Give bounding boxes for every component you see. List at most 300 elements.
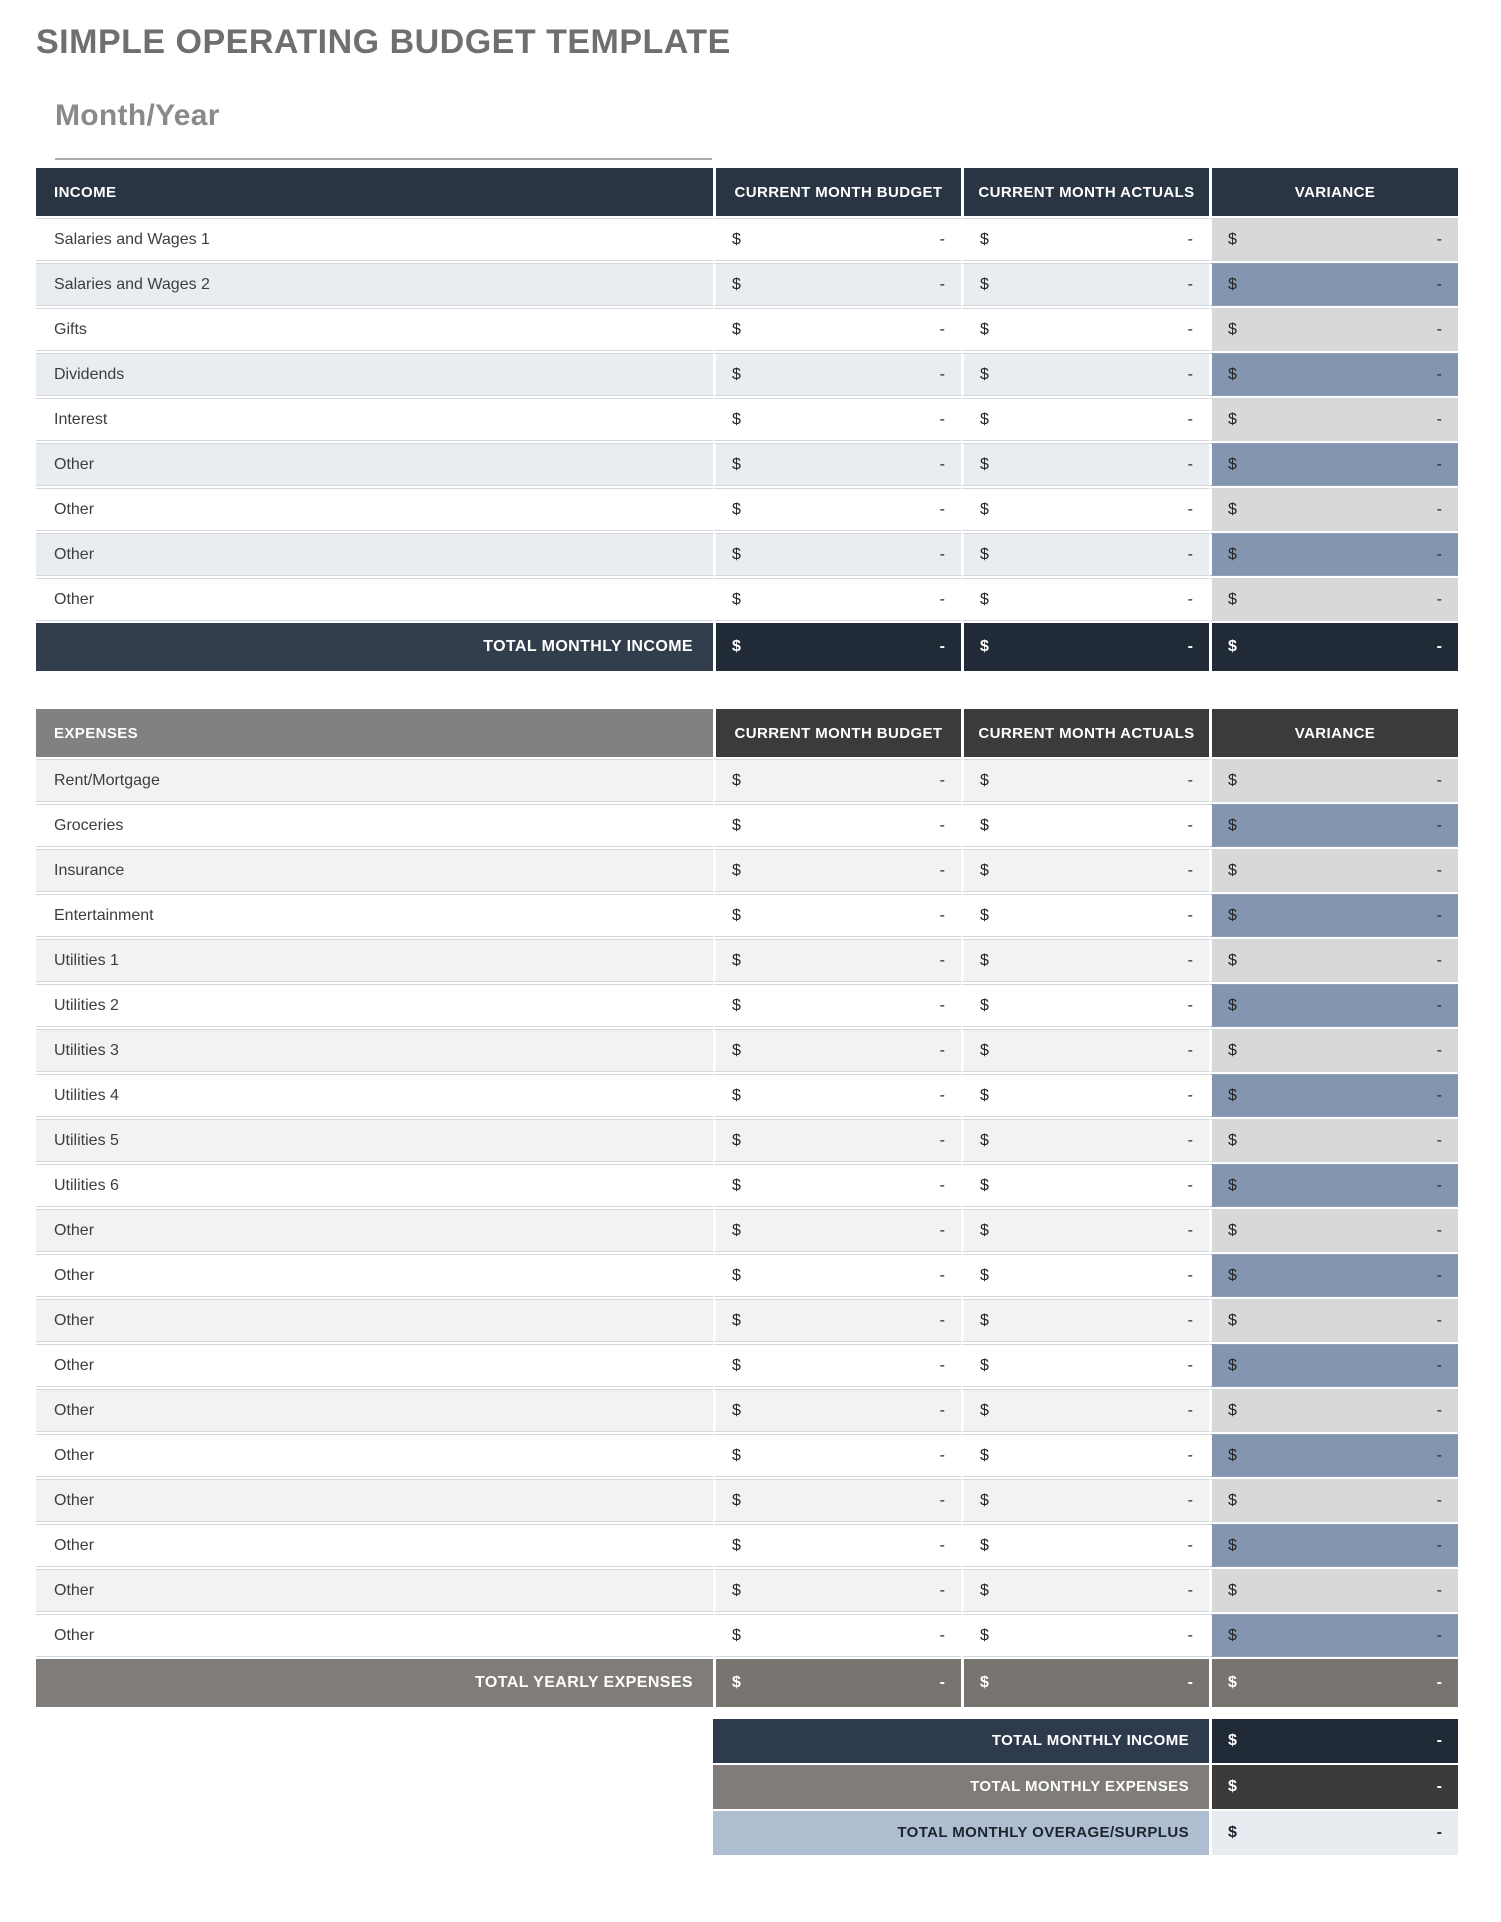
currency-symbol: $: [980, 1674, 989, 1691]
budget-cell[interactable]: [713, 1344, 961, 1387]
empty-amount: -: [1436, 230, 1442, 248]
currency-symbol: $: [980, 1311, 989, 1329]
variance-cell[interactable]: [1209, 578, 1458, 621]
row-label: Salaries and Wages 2: [36, 263, 713, 306]
empty-amount: -: [939, 861, 945, 879]
currency-symbol: $: [732, 638, 741, 655]
empty-amount: -: [939, 275, 945, 293]
currency-symbol: $: [1228, 1266, 1237, 1284]
actuals-cell[interactable]: [961, 1389, 1209, 1432]
empty-amount: -: [939, 410, 945, 428]
currency-symbol: $: [980, 816, 989, 834]
currency-symbol: $: [980, 365, 989, 383]
budget-cell[interactable]: [713, 1164, 961, 1207]
budget-cell[interactable]: [713, 1524, 961, 1567]
currency-symbol: $: [732, 1041, 741, 1059]
row-label: Other: [36, 1479, 713, 1522]
empty-amount: -: [939, 500, 945, 518]
actuals-cell[interactable]: [961, 218, 1209, 261]
currency-symbol: $: [980, 861, 989, 879]
variance-cell[interactable]: [1209, 218, 1458, 261]
currency-symbol: $: [732, 500, 741, 518]
actuals-cell[interactable]: [961, 759, 1209, 802]
empty-amount: -: [1187, 455, 1193, 473]
empty-amount: -: [939, 1626, 945, 1644]
variance-cell[interactable]: [1209, 1434, 1458, 1477]
budget-cell[interactable]: [713, 1479, 961, 1522]
currency-symbol: $: [732, 455, 741, 473]
actuals-cell[interactable]: [961, 578, 1209, 621]
currency-symbol: $: [1228, 1086, 1237, 1104]
empty-amount: -: [939, 1401, 945, 1419]
empty-amount: -: [939, 1131, 945, 1149]
currency-symbol: $: [980, 1176, 989, 1194]
currency-symbol: $: [1228, 1356, 1237, 1374]
currency-symbol: $: [732, 230, 741, 248]
empty-amount: -: [939, 1041, 945, 1059]
row-label: Salaries and Wages 1: [36, 218, 713, 261]
expenses-row: [36, 1164, 1458, 1207]
actuals-cell[interactable]: [961, 398, 1209, 441]
budget-cell[interactable]: [713, 308, 961, 351]
empty-amount: -: [1187, 230, 1193, 248]
row-label: Other: [36, 1299, 713, 1342]
currency-symbol: $: [980, 1131, 989, 1149]
empty-amount: -: [1436, 500, 1442, 518]
empty-amount: -: [939, 1266, 945, 1284]
row-label: Other: [36, 1614, 713, 1657]
empty-amount: -: [1187, 1491, 1193, 1509]
currency-symbol: $: [1228, 1401, 1237, 1419]
variance-cell[interactable]: [1209, 308, 1458, 351]
currency-symbol: $: [1228, 1824, 1237, 1841]
expenses-total-variance-cell: [1209, 1659, 1458, 1707]
expenses-header-row: [36, 709, 1458, 757]
currency-symbol: $: [1228, 996, 1237, 1014]
budget-cell[interactable]: [713, 759, 961, 802]
currency-symbol: $: [1228, 410, 1237, 428]
currency-symbol: $: [732, 545, 741, 563]
actuals-cell[interactable]: [961, 1344, 1209, 1387]
row-label: Interest: [36, 398, 713, 441]
empty-amount: -: [1187, 996, 1193, 1014]
currency-symbol: $: [980, 230, 989, 248]
income-total-row: [36, 623, 1458, 671]
expenses-col-header-actuals: CURRENT MONTH ACTUALS: [961, 709, 1209, 757]
variance-cell[interactable]: [1209, 1119, 1458, 1162]
budget-cell[interactable]: [713, 263, 961, 306]
empty-amount: -: [1436, 455, 1442, 473]
empty-amount: -: [939, 996, 945, 1014]
currency-symbol: $: [1228, 230, 1237, 248]
currency-symbol: $: [732, 1581, 741, 1599]
empty-amount: -: [1436, 545, 1442, 563]
currency-symbol: $: [1228, 1491, 1237, 1509]
variance-cell[interactable]: [1209, 1569, 1458, 1612]
empty-amount: -: [1187, 951, 1193, 969]
variance-cell[interactable]: [1209, 984, 1458, 1027]
empty-amount: -: [1187, 1581, 1193, 1599]
variance-cell[interactable]: [1209, 1029, 1458, 1072]
currency-symbol: $: [1228, 1446, 1237, 1464]
actuals-cell[interactable]: [961, 1569, 1209, 1612]
currency-symbol: $: [732, 861, 741, 879]
budget-cell[interactable]: [713, 1254, 961, 1297]
row-label: Utilities 3: [36, 1029, 713, 1072]
currency-symbol: $: [1228, 1176, 1237, 1194]
expenses-row: [36, 1389, 1458, 1432]
empty-amount: -: [1187, 1041, 1193, 1059]
currency-symbol: $: [980, 410, 989, 428]
row-label: Other: [36, 1209, 713, 1252]
budget-cell[interactable]: [713, 398, 961, 441]
summary-section: [713, 1719, 1458, 1855]
empty-amount: -: [939, 906, 945, 924]
income-col-header-variance: VARIANCE: [1209, 168, 1458, 216]
currency-symbol: $: [980, 1626, 989, 1644]
currency-symbol: $: [732, 816, 741, 834]
empty-amount: -: [1436, 861, 1442, 879]
currency-symbol: $: [1228, 1131, 1237, 1149]
empty-amount: -: [1436, 320, 1442, 338]
row-label: Utilities 1: [36, 939, 713, 982]
variance-cell[interactable]: [1209, 1299, 1458, 1342]
empty-amount: -: [1187, 275, 1193, 293]
empty-amount: -: [939, 365, 945, 383]
empty-amount: -: [1187, 1401, 1193, 1419]
currency-symbol: $: [732, 771, 741, 789]
empty-amount: -: [939, 320, 945, 338]
actuals-cell[interactable]: [961, 1524, 1209, 1567]
currency-symbol: $: [1228, 638, 1237, 655]
expenses-total-actuals-cell: [961, 1659, 1209, 1707]
currency-symbol: $: [1228, 771, 1237, 789]
variance-cell[interactable]: [1209, 1074, 1458, 1117]
empty-amount: -: [1436, 1536, 1442, 1554]
variance-cell[interactable]: [1209, 759, 1458, 802]
budget-cell[interactable]: [713, 1434, 961, 1477]
currency-symbol: $: [732, 275, 741, 293]
actuals-cell[interactable]: [961, 443, 1209, 486]
actuals-cell[interactable]: [961, 1614, 1209, 1657]
budget-cell[interactable]: [713, 894, 961, 937]
empty-amount: -: [1436, 1401, 1442, 1419]
currency-symbol: $: [980, 320, 989, 338]
empty-amount: -: [939, 1176, 945, 1194]
variance-cell[interactable]: [1209, 1614, 1458, 1657]
empty-amount: -: [1187, 906, 1193, 924]
expenses-col-header-budget: CURRENT MONTH BUDGET: [713, 709, 961, 757]
empty-amount: -: [1187, 1266, 1193, 1284]
variance-cell[interactable]: [1209, 398, 1458, 441]
actuals-cell[interactable]: [961, 1119, 1209, 1162]
empty-amount: -: [1187, 410, 1193, 428]
currency-symbol: $: [732, 996, 741, 1014]
actuals-cell[interactable]: [961, 1164, 1209, 1207]
empty-amount: -: [1436, 1674, 1442, 1691]
currency-symbol: $: [1228, 455, 1237, 473]
expenses-row: [36, 759, 1458, 802]
budget-cell[interactable]: [713, 1074, 961, 1117]
variance-cell[interactable]: [1209, 804, 1458, 847]
currency-symbol: $: [732, 906, 741, 924]
budget-cell[interactable]: [713, 1299, 961, 1342]
currency-symbol: $: [732, 590, 741, 608]
empty-amount: -: [1187, 1356, 1193, 1374]
actuals-cell[interactable]: [961, 804, 1209, 847]
income-row: [36, 398, 1458, 441]
budget-cell[interactable]: [713, 939, 961, 982]
budget-template-page: [0, 22, 1501, 1922]
expenses-row: [36, 804, 1458, 847]
empty-amount: -: [1187, 500, 1193, 518]
actuals-cell[interactable]: [961, 353, 1209, 396]
empty-amount: -: [1187, 1446, 1193, 1464]
summary-expenses-value-cell: [1212, 1765, 1458, 1809]
variance-cell[interactable]: [1209, 1254, 1458, 1297]
empty-amount: -: [1436, 771, 1442, 789]
empty-amount: -: [939, 1221, 945, 1239]
actuals-cell[interactable]: [961, 894, 1209, 937]
income-col-header-budget: CURRENT MONTH BUDGET: [713, 168, 961, 216]
currency-symbol: $: [980, 1041, 989, 1059]
currency-symbol: $: [1228, 1778, 1237, 1795]
currency-symbol: $: [732, 320, 741, 338]
empty-amount: -: [1436, 275, 1442, 293]
currency-symbol: $: [1228, 1732, 1237, 1749]
actuals-cell[interactable]: [961, 533, 1209, 576]
month-year-label: Month/Year: [55, 99, 220, 132]
empty-amount: -: [1187, 320, 1193, 338]
variance-cell[interactable]: [1209, 1164, 1458, 1207]
income-total-budget-cell: [713, 623, 961, 671]
row-label: Utilities 2: [36, 984, 713, 1027]
variance-cell[interactable]: [1209, 488, 1458, 531]
expenses-row: [36, 1524, 1458, 1567]
currency-symbol: $: [980, 275, 989, 293]
income-row: [36, 533, 1458, 576]
currency-symbol: $: [732, 1536, 741, 1554]
budget-cell[interactable]: [713, 218, 961, 261]
empty-amount: -: [1436, 1356, 1442, 1374]
budget-cell[interactable]: [713, 353, 961, 396]
currency-symbol: $: [1228, 1311, 1237, 1329]
actuals-cell[interactable]: [961, 1479, 1209, 1522]
summary-income-label: TOTAL MONTHLY INCOME: [713, 1719, 1209, 1763]
expenses-col-header-variance: VARIANCE: [1209, 709, 1458, 757]
budget-cell[interactable]: [713, 443, 961, 486]
currency-symbol: $: [732, 1626, 741, 1644]
budget-cell[interactable]: [713, 1389, 961, 1432]
row-label: Other: [36, 1569, 713, 1612]
income-row: [36, 443, 1458, 486]
expenses-total-budget-cell: [713, 1659, 961, 1707]
variance-cell[interactable]: [1209, 849, 1458, 892]
empty-amount: -: [1187, 590, 1193, 608]
income-col-header-actuals: CURRENT MONTH ACTUALS: [961, 168, 1209, 216]
currency-symbol: $: [732, 410, 741, 428]
budget-cell[interactable]: [713, 849, 961, 892]
currency-symbol: $: [732, 1176, 741, 1194]
empty-amount: -: [1187, 771, 1193, 789]
variance-cell[interactable]: [1209, 1209, 1458, 1252]
expenses-row: [36, 1254, 1458, 1297]
income-header-row: [36, 168, 1458, 216]
expenses-total-row: [36, 1659, 1458, 1707]
empty-amount: -: [1187, 1311, 1193, 1329]
currency-symbol: $: [980, 1401, 989, 1419]
expenses-row: [36, 1434, 1458, 1477]
empty-amount: -: [1436, 590, 1442, 608]
currency-symbol: $: [980, 1266, 989, 1284]
actuals-cell[interactable]: [961, 1029, 1209, 1072]
budget-cell[interactable]: [713, 984, 961, 1027]
empty-amount: -: [939, 455, 945, 473]
row-label: Other: [36, 1344, 713, 1387]
income-row: [36, 578, 1458, 621]
expenses-section-header: EXPENSES: [36, 709, 713, 757]
empty-amount: -: [939, 1446, 945, 1464]
summary-overage-surplus-label: TOTAL MONTHLY OVERAGE/SURPLUS: [713, 1811, 1209, 1855]
currency-symbol: $: [1228, 1674, 1237, 1691]
variance-cell[interactable]: [1209, 353, 1458, 396]
currency-symbol: $: [980, 1446, 989, 1464]
variance-cell[interactable]: [1209, 443, 1458, 486]
currency-symbol: $: [1228, 1581, 1237, 1599]
variance-cell[interactable]: [1209, 533, 1458, 576]
budget-cell[interactable]: [713, 1614, 961, 1657]
variance-cell[interactable]: [1209, 1479, 1458, 1522]
empty-amount: -: [1436, 410, 1442, 428]
income-total-label: TOTAL MONTHLY INCOME: [36, 623, 713, 671]
empty-amount: -: [939, 230, 945, 248]
currency-symbol: $: [980, 500, 989, 518]
budget-cell[interactable]: [713, 533, 961, 576]
budget-cell[interactable]: [713, 578, 961, 621]
empty-amount: -: [1436, 365, 1442, 383]
actuals-cell[interactable]: [961, 488, 1209, 531]
empty-amount: -: [1436, 1446, 1442, 1464]
empty-amount: -: [939, 638, 945, 655]
currency-symbol: $: [732, 1086, 741, 1104]
currency-symbol: $: [1228, 1626, 1237, 1644]
currency-symbol: $: [1228, 320, 1237, 338]
actuals-cell[interactable]: [961, 1074, 1209, 1117]
currency-symbol: $: [1228, 275, 1237, 293]
budget-cell[interactable]: [713, 804, 961, 847]
budget-cell[interactable]: [713, 1569, 961, 1612]
currency-symbol: $: [980, 1086, 989, 1104]
empty-amount: -: [1436, 1221, 1442, 1239]
empty-amount: -: [1436, 1041, 1442, 1059]
actuals-cell[interactable]: [961, 1254, 1209, 1297]
row-label: Utilities 6: [36, 1164, 713, 1207]
empty-amount: -: [1187, 861, 1193, 879]
empty-amount: -: [939, 1311, 945, 1329]
budget-cell[interactable]: [713, 1209, 961, 1252]
variance-cell[interactable]: [1209, 1389, 1458, 1432]
currency-symbol: $: [732, 1491, 741, 1509]
actuals-cell[interactable]: [961, 1209, 1209, 1252]
empty-amount: -: [1187, 1176, 1193, 1194]
empty-amount: -: [939, 1536, 945, 1554]
empty-amount: -: [939, 545, 945, 563]
expenses-table: [36, 707, 1458, 1709]
row-label: Other: [36, 1389, 713, 1432]
currency-symbol: $: [1228, 951, 1237, 969]
expenses-row: [36, 1074, 1458, 1117]
row-label: Insurance: [36, 849, 713, 892]
currency-symbol: $: [1228, 1221, 1237, 1239]
variance-cell[interactable]: [1209, 263, 1458, 306]
currency-symbol: $: [732, 951, 741, 969]
income-section-header: INCOME: [36, 168, 713, 216]
actuals-cell[interactable]: [961, 1299, 1209, 1342]
empty-amount: -: [1187, 816, 1193, 834]
actuals-cell[interactable]: [961, 1434, 1209, 1477]
empty-amount: -: [1436, 1311, 1442, 1329]
income-row: [36, 308, 1458, 351]
expenses-row: [36, 1614, 1458, 1657]
empty-amount: -: [1436, 1491, 1442, 1509]
empty-amount: -: [1187, 1536, 1193, 1554]
actuals-cell[interactable]: [961, 263, 1209, 306]
expenses-row: [36, 1299, 1458, 1342]
currency-symbol: $: [732, 1674, 741, 1691]
empty-amount: -: [939, 816, 945, 834]
actuals-cell[interactable]: [961, 308, 1209, 351]
budget-cell[interactable]: [713, 1119, 961, 1162]
empty-amount: -: [939, 951, 945, 969]
variance-cell[interactable]: [1209, 894, 1458, 937]
currency-symbol: $: [732, 1266, 741, 1284]
income-table: [36, 166, 1458, 673]
row-label: Utilities 5: [36, 1119, 713, 1162]
currency-symbol: $: [980, 1356, 989, 1374]
budget-cell[interactable]: [713, 1029, 961, 1072]
expenses-row: [36, 1119, 1458, 1162]
empty-amount: -: [1436, 638, 1442, 655]
variance-cell[interactable]: [1209, 1344, 1458, 1387]
empty-amount: -: [939, 1491, 945, 1509]
row-label: Groceries: [36, 804, 713, 847]
expenses-total-label: TOTAL YEARLY EXPENSES: [36, 1659, 713, 1707]
variance-cell[interactable]: [1209, 1524, 1458, 1567]
currency-symbol: $: [1228, 365, 1237, 383]
currency-symbol: $: [980, 455, 989, 473]
income-row: [36, 218, 1458, 261]
currency-symbol: $: [732, 1446, 741, 1464]
budget-cell[interactable]: [713, 488, 961, 531]
empty-amount: -: [1187, 638, 1193, 655]
summary-expenses-label: TOTAL MONTHLY EXPENSES: [713, 1765, 1209, 1809]
variance-cell[interactable]: [1209, 939, 1458, 982]
empty-amount: -: [939, 590, 945, 608]
empty-amount: -: [1436, 906, 1442, 924]
currency-symbol: $: [732, 1131, 741, 1149]
empty-amount: -: [1187, 1674, 1193, 1691]
currency-symbol: $: [1228, 590, 1237, 608]
actuals-cell[interactable]: [961, 849, 1209, 892]
actuals-cell[interactable]: [961, 939, 1209, 982]
empty-amount: -: [1436, 1266, 1442, 1284]
expenses-row: [36, 849, 1458, 892]
currency-symbol: $: [1228, 500, 1237, 518]
expenses-row: [36, 984, 1458, 1027]
actuals-cell[interactable]: [961, 984, 1209, 1027]
row-label: Other: [36, 1434, 713, 1477]
currency-symbol: $: [980, 590, 989, 608]
